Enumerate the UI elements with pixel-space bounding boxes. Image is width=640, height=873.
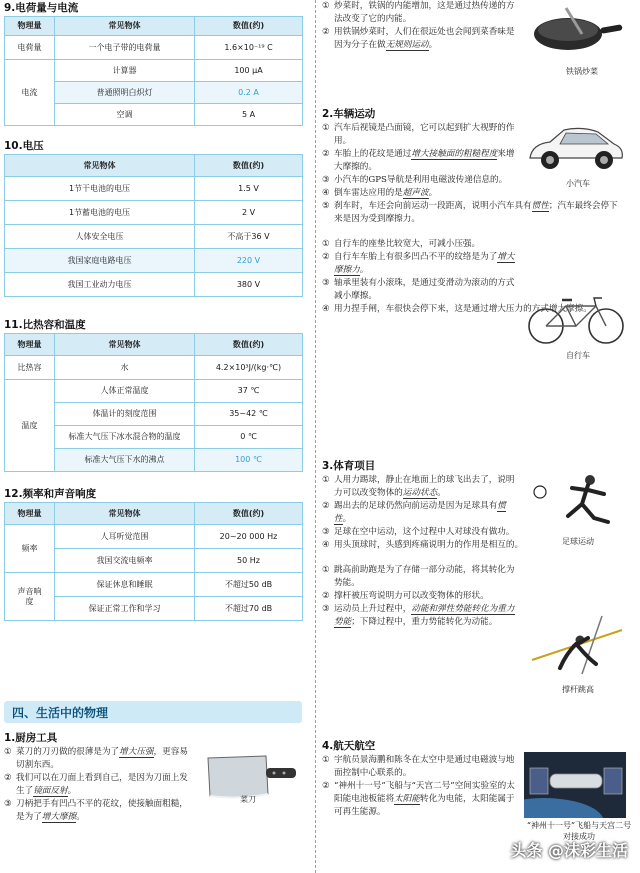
cell-object: 1节干电池的电压 [5,177,195,201]
list-item: ① 跳高前助跑是为了存储一部分动能，将其转化为势能。 [322,565,515,588]
cell-object: 计算器 [55,60,195,82]
cell-object: 我国家庭电路电压 [5,249,195,273]
table-charge-current [4,16,303,126]
header-value: 数值(约) [195,334,303,356]
cell-value: 2 V [195,201,303,225]
header-object: 常见物体 [5,155,195,177]
cell-object: 普通照明白炽灯 [55,82,195,104]
row-label-heat: 比热容 [5,356,55,380]
left-column [4,0,302,621]
list-item: ① 自行车的座垫比较宽大，可减小压强。 [322,239,481,249]
cell-value: 0 ℃ [195,426,303,449]
section-12-title: 12.频率和声音响度 [4,488,97,500]
header-object: 常见物体 [55,17,195,36]
pole-vault-caption: 撑杆跳高 [562,685,594,694]
cell-value: 1.5 V [195,177,303,201]
bike-list [322,238,518,303]
list-item: ① 炒菜时，铁锅的内能增加，这是通过热传递的方法改变了它的内能。 [322,1,515,24]
list-item: ⑤ 刹车时，车还会向前运动一段距离，说明小汽车具有惯性；汽车最终会停下来是因为受到摩擦力。 [322,201,618,224]
spacecraft-illustration [524,752,626,818]
list-item: ① 菜刀的刀刃做的很薄是为了增大压强，更容易切割东西。 [4,747,188,770]
soccer-player-illustration [528,472,626,534]
cell-object: 人耳听觉范围 [55,525,195,549]
cell-object: 标准大气压下水的沸点 [55,449,195,472]
list-item: ② 踢出去的足球仍然向前运动是因为足球具有惯性。 [322,501,506,524]
header-quantity: 物理量 [5,334,55,356]
wok-illustration [528,4,624,64]
cell-object: 我国交流电频率 [55,549,195,573]
cell-object: 水 [55,356,195,380]
cell-value: 不超过50 dB [195,573,303,597]
cell-value: 4.2×10³J/(kg·℃) [195,356,303,380]
list-item: ① 人用力踢球，静止在地面上的球飞出去了，说明力可以改变物体的运动状态。 [322,475,515,498]
table-voltage [4,154,303,297]
list-item: ② 自行车车胎上有很多凹凸不平的纹络是为了增大摩擦力。 [322,252,515,275]
header-object: 常见物体 [55,334,195,356]
sports-title: 3.体育项目 [322,460,376,472]
header-value: 数值(约) [195,155,303,177]
list-item: ③ 运动员上升过程中，动能和弹性势能转化为重力势能；下降过程中，重力势能转化为动能。 [322,604,515,627]
header-object: 常见物体 [55,503,195,525]
section-banner [4,701,302,723]
cell-value: 380 V [195,273,303,297]
cell-value: 1.6×10⁻¹⁹ C [195,36,303,60]
wok-section [322,0,636,96]
cell-object: 我国工业动力电压 [5,273,195,297]
banner-title: 四、生活中的物理 [12,706,109,720]
cell-object: 空调 [55,104,195,126]
wok-caption: 铁锅炒菜 [566,67,598,76]
kitchen-list [4,746,196,824]
vehicle-section [322,106,636,448]
list-item: ④ 倒车雷达应用的是超声波。 [322,188,438,198]
row-label-charge: 电荷量 [5,36,55,60]
cell-object: 人体安全电压 [5,225,195,249]
pole-vault-illustration [526,610,624,682]
cell-value: 220 V [195,249,303,273]
car-caption: 小汽车 [566,179,590,188]
cell-value: 35~42 ℃ [195,403,303,426]
header-quantity: 物理量 [5,17,55,36]
header-value: 数值(约) [195,17,303,36]
cell-value: 100 μA [195,60,303,82]
cell-value: 100 ℃ [195,449,303,472]
soccer-caption: 足球运动 [562,537,594,546]
header-value: 数值(约) [195,503,303,525]
cell-object: 体温计的刻度范围 [55,403,195,426]
list-item: ③ 轴承里装有小滚珠，是通过变滑动为滚动的方式减小摩擦。 [322,278,515,301]
pole-vault-list [322,564,518,629]
cell-value: 37 ℃ [195,380,303,403]
right-column [322,0,636,858]
kitchen-title: 1.厨房工具 [4,732,58,744]
list-item: ② 撑杆被压弯说明力可以改变物体的形状。 [322,591,489,601]
space-title: 4.航天航空 [322,740,376,752]
list-item: ② 用铁锅炒菜时，人们在很远处也会闻到菜香味是因为分子在做无规则运动。 [322,27,515,50]
cleaver-caption: 菜刀 [240,795,256,804]
list-item: ③ 刀柄把手有凹凸不平的花纹，使接触面粗糙，是为了增大摩擦。 [4,799,188,822]
list-item: ① 宇航员景海鹏和陈冬在太空中是通过电磁波与地面控制中心联系的。 [322,755,515,778]
cell-value: 20~20 000 Hz [195,525,303,549]
cell-object: 一个电子带的电荷量 [55,36,195,60]
list-item: ② 我们可以在刀面上看到自己，是因为刀面上发生了镜面反射。 [4,773,188,796]
list-item: ④ 用头顶球时，头感到疼痛说明力的作用是相互的。 [322,540,524,550]
list-item: ④ 用力捏手闸，车很快会停下来，这是通过增大压力的方式增大摩擦。 [322,304,592,314]
bicycle-caption: 自行车 [566,351,590,360]
kitchen-section [4,730,302,824]
cell-value: 50 Hz [195,549,303,573]
spacecraft-caption: “神州十一号”飞船与天宫二号对接成功 [526,821,632,841]
sports-section [322,458,636,732]
cell-object: 人体正常温度 [55,380,195,403]
cell-object: 保证休息和睡眠 [55,573,195,597]
row-label-current: 电流 [5,60,55,126]
row-label-temperature: 温度 [5,380,55,472]
row-label-frequency: 频率 [5,525,55,573]
cell-value: 0.2 A [195,82,303,104]
section-9-title: 9.电荷量与电流 [4,2,79,14]
cell-object: 标准大气压下冰水混合物的温度 [55,426,195,449]
section-10-title: 10.电压 [4,140,44,152]
vehicle-title: 2.车辆运动 [322,108,376,120]
space-list [322,754,518,819]
row-label-loudness: 声音响度 [5,573,55,621]
column-divider [315,0,316,873]
cell-value: 不超过70 dB [195,597,303,621]
list-item: ① 汽车后视镜是凸面镜，它可以起到扩大视野的作用。 [322,123,515,146]
cell-object: 1节蓄电池的电压 [5,201,195,225]
soccer-list [322,474,518,539]
cell-object: 保证正常工作和学习 [55,597,195,621]
watermark: 头条 @沫彩生活 [510,841,628,860]
car-illustration [526,122,626,176]
list-item: ② “神州十一号”飞船与“天宫二号”空间实验室的太阳能电池板能将太阳能转化为电能，太阳能属于可再生能源。 [322,781,515,817]
list-item: ③ 足球在空中运动，这个过程中人对球没有做功。 [322,527,515,537]
header-quantity: 物理量 [5,503,55,525]
list-item: ② 车胎上的花纹是通过增大接触面的粗糙程度来增大摩擦的。 [322,149,515,172]
cell-value: 5 A [195,104,303,126]
car-list [322,122,518,200]
table-heat-temperature [4,333,303,472]
table-frequency-loudness [4,502,303,621]
cell-value: 不高于36 V [195,225,303,249]
list-item: ③ 小汽车的GPS导航是利用电磁波传递信息的。 [322,175,508,185]
section-11-title: 11.比热容和温度 [4,319,86,331]
bicycle-illustration [526,292,626,348]
